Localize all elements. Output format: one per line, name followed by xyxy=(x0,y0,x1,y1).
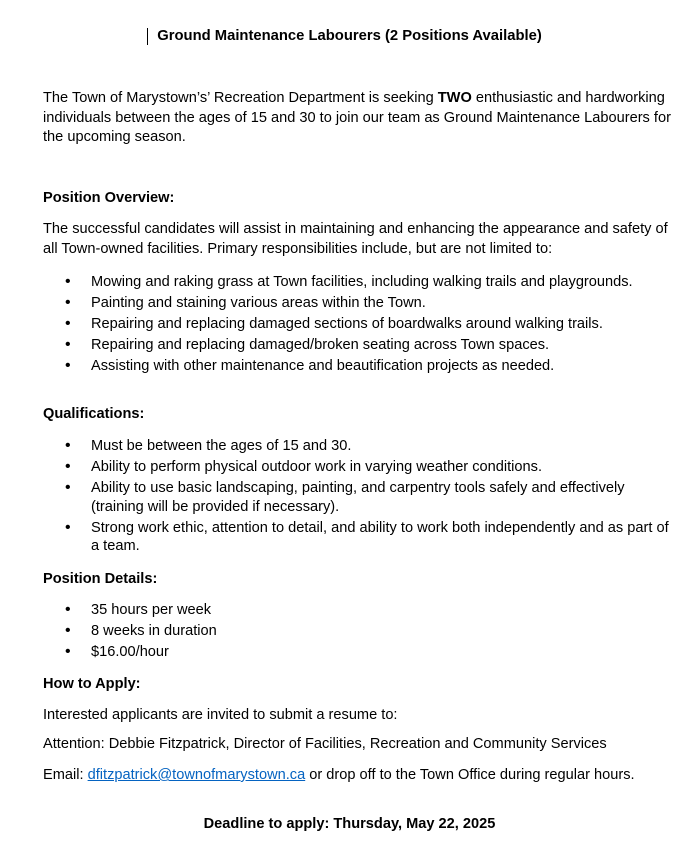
overview-paragraph: The successful candidates will assist in maintaining and enhancing the appearance and safety of all Town-owned facilities. Primary responsibilities include, but are not limited to: xyxy=(43,221,668,257)
list-item: • Painting and staining various areas within the Town. xyxy=(43,294,673,313)
deadline-line: Deadline to apply: Thursday, May 22, 2025 xyxy=(203,816,496,832)
intro-bold-count: TWO xyxy=(437,90,472,106)
list-item: • Ability to perform physical outdoor work in varying weather conditions. xyxy=(43,458,673,477)
email-paragraph xyxy=(43,766,673,786)
list-item: • Ability to use basic landscaping, painting, and carpentry tools safely and effectively (training will be provided if necessary). xyxy=(43,479,673,516)
overview-heading: Position Overview: xyxy=(43,190,175,206)
intro-paragraph xyxy=(43,89,673,148)
list-item: • 8 weeks in duration xyxy=(43,622,673,641)
list-item: • Repairing and replacing damaged sections of boardwalks around walking trails. xyxy=(43,315,673,334)
overview-list xyxy=(43,273,673,378)
attention-line: Attention: Debbie Fitzpatrick, Director of Facilities, Recreation and Community Services xyxy=(43,736,607,752)
qualifications-heading: Qualifications: xyxy=(43,406,145,422)
email-suffix: or drop off to the Town Office during regular hours. xyxy=(305,767,635,783)
list-item: • Strong work ethic, attention to detail, and ability to work both independently and as part of a team. xyxy=(43,519,673,556)
qualifications-list xyxy=(43,437,673,558)
list-item: • Assisting with other maintenance and beautification projects as needed. xyxy=(43,357,673,376)
apply-heading: How to Apply: xyxy=(43,676,141,692)
list-item: • 35 hours per week xyxy=(43,601,673,620)
list-item: • Mowing and raking grass at Town facilities, including walking trails and playgrounds. xyxy=(43,273,673,292)
list-item: • Repairing and replacing damaged/broken seating across Town spaces. xyxy=(43,336,673,355)
details-list xyxy=(43,601,673,664)
intro-text-after: enthusiastic and hardworking individuals between the ages of 15 and 30 to join our team as Ground Maintenance Labourers for the upcoming season. xyxy=(43,90,671,145)
details-heading: Position Details: xyxy=(43,571,158,587)
email-prefix: Email: xyxy=(43,767,88,783)
apply-paragraph: Interested applicants are invited to submit a resume to: xyxy=(43,707,398,723)
list-item: • $16.00/hour xyxy=(43,643,673,662)
list-item: • Must be between the ages of 15 and 30. xyxy=(43,437,673,456)
email-link[interactable]: dfitzpatrick@townofmarystown.ca xyxy=(87,767,306,783)
document-title: Ground Maintenance Labourers (2 Positions Available) xyxy=(157,28,542,44)
intro-text-before: The Town of Marystown’s’ Recreation Department is seeking xyxy=(43,90,438,106)
